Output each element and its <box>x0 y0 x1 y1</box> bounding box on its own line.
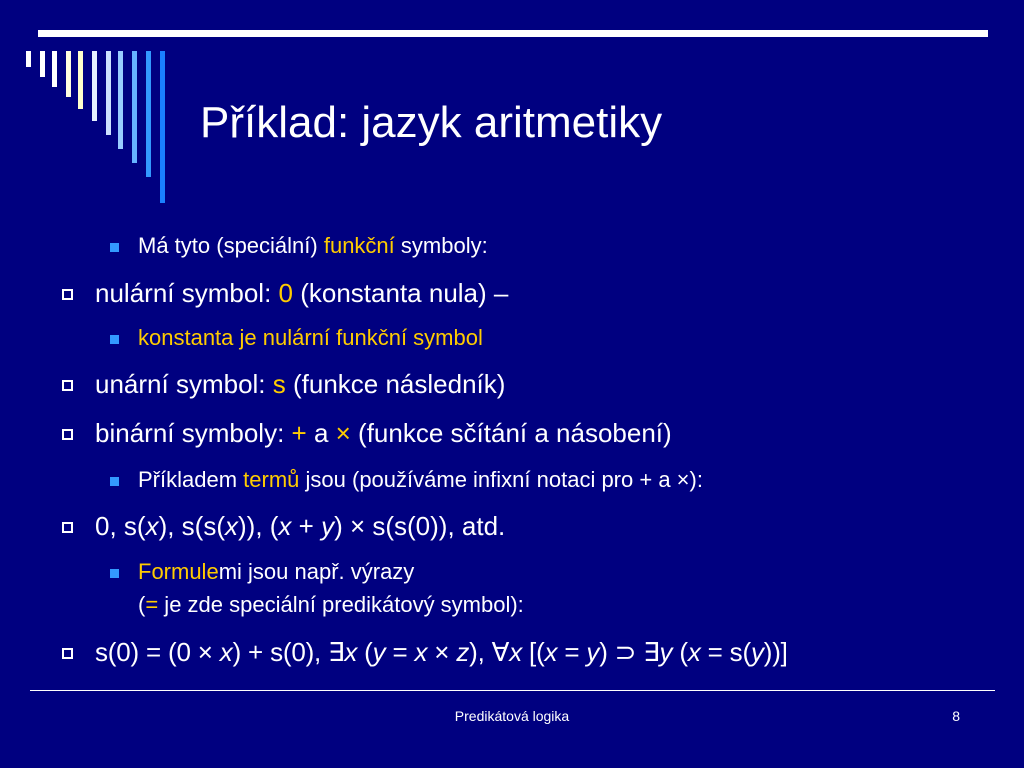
text-part: ), ∀ <box>469 637 510 667</box>
highlight-text: + <box>291 418 307 448</box>
variable-text: x <box>225 511 238 541</box>
hollow-bullet-icon <box>62 380 73 391</box>
stripe-bar <box>26 51 31 67</box>
filled-bullet-icon <box>110 569 119 578</box>
stripe-bar <box>40 51 45 77</box>
text-part: ), s(s( <box>158 511 225 541</box>
text-line <box>138 233 488 259</box>
variable-text: x <box>414 637 428 667</box>
variable-text: x <box>145 511 159 541</box>
variable-text: x <box>687 637 701 667</box>
text-part: Příkladem <box>138 467 244 492</box>
text-part: je zde speciální predikátový symbol): <box>158 592 524 617</box>
hollow-bullet-icon <box>62 429 73 440</box>
text-part: s(0) = (0 × <box>95 637 220 667</box>
text-part: binární symboly: <box>95 418 292 448</box>
stripe-bar <box>118 51 123 149</box>
stripe-bar <box>52 51 57 87</box>
text-part: = s( <box>700 637 751 667</box>
text-part: ( <box>138 592 146 617</box>
variable-text: x <box>544 637 558 667</box>
filled-bullet-icon <box>110 243 119 252</box>
text-part: ( <box>672 637 688 667</box>
variable-text: x <box>344 637 358 667</box>
variable-text: y <box>372 637 386 667</box>
stripe-bar <box>78 51 83 109</box>
text-part: ))] <box>763 637 788 667</box>
text-part: ) × s(s(0)), atd. <box>334 511 506 541</box>
text-line <box>138 467 703 493</box>
text-part: a <box>306 418 336 448</box>
text-part: unární symbol: <box>95 369 273 399</box>
variable-text: x <box>509 637 523 667</box>
text-line <box>95 511 505 542</box>
text-part: symboly: <box>394 233 488 258</box>
variable-text: y <box>659 637 673 667</box>
text-line <box>138 559 414 585</box>
page-number: 8 <box>952 708 960 724</box>
highlight-text: s <box>272 369 286 399</box>
footer-divider <box>30 690 995 691</box>
top-bar <box>38 30 988 37</box>
highlight-text: Formule <box>138 559 219 584</box>
footer-title: Predikátová logika <box>454 708 570 724</box>
formula-line <box>95 637 788 668</box>
text-part: nulární symbol: <box>95 278 279 308</box>
text-part: (konstanta nula) – <box>293 278 509 308</box>
stripe-bar <box>132 51 137 163</box>
variable-text: y <box>321 511 335 541</box>
highlight-text: = <box>145 592 159 617</box>
variable-text: z <box>456 637 470 667</box>
text-line: konstanta je nulární funkční symbol <box>138 325 483 350</box>
filled-bullet-icon <box>110 477 119 486</box>
text-part: × <box>427 637 457 667</box>
highlight-text: termů <box>243 467 300 492</box>
filled-bullet-icon <box>110 335 119 344</box>
text-part: Má tyto (speciální) <box>138 233 324 258</box>
hollow-bullet-icon <box>62 648 73 659</box>
text-part: jsou (používáme infixní notaci pro + a ×): <box>299 467 703 492</box>
variable-text: x <box>219 637 233 667</box>
stripe-bar <box>92 51 97 121</box>
text-part: ) ⊃ ∃ <box>599 637 660 667</box>
text-part: + <box>291 511 322 541</box>
text-part: [( <box>522 637 545 667</box>
text-line <box>95 369 505 400</box>
text-part: mi jsou např. výrazy <box>218 559 415 584</box>
text-part: (funkce sčítání a násobení) <box>350 418 672 448</box>
text-part: 0, s( <box>95 511 146 541</box>
text-part: ( <box>357 637 373 667</box>
stripe-bar <box>106 51 111 135</box>
variable-text: y <box>750 637 764 667</box>
variable-text: x <box>278 511 292 541</box>
hollow-bullet-icon <box>62 289 73 300</box>
variable-text: y <box>586 637 600 667</box>
text-part: = <box>385 637 415 667</box>
text-part: ) + s(0), ∃ <box>232 637 345 667</box>
highlight-text: 0 <box>278 278 293 308</box>
stripe-bar <box>66 51 71 97</box>
text-part: (funkce následník) <box>285 369 506 399</box>
text-line <box>95 418 672 449</box>
slide-title: Příklad: jazyk aritmetiky <box>200 98 663 147</box>
stripe-bar <box>146 51 151 177</box>
text-line <box>138 592 524 618</box>
highlight-text: funkční <box>323 233 395 258</box>
stripe-bar <box>160 51 165 203</box>
highlight-text: × <box>335 418 351 448</box>
text-part: = <box>557 637 587 667</box>
hollow-bullet-icon <box>62 522 73 533</box>
text-part: )), ( <box>238 511 279 541</box>
text-line <box>95 278 508 309</box>
